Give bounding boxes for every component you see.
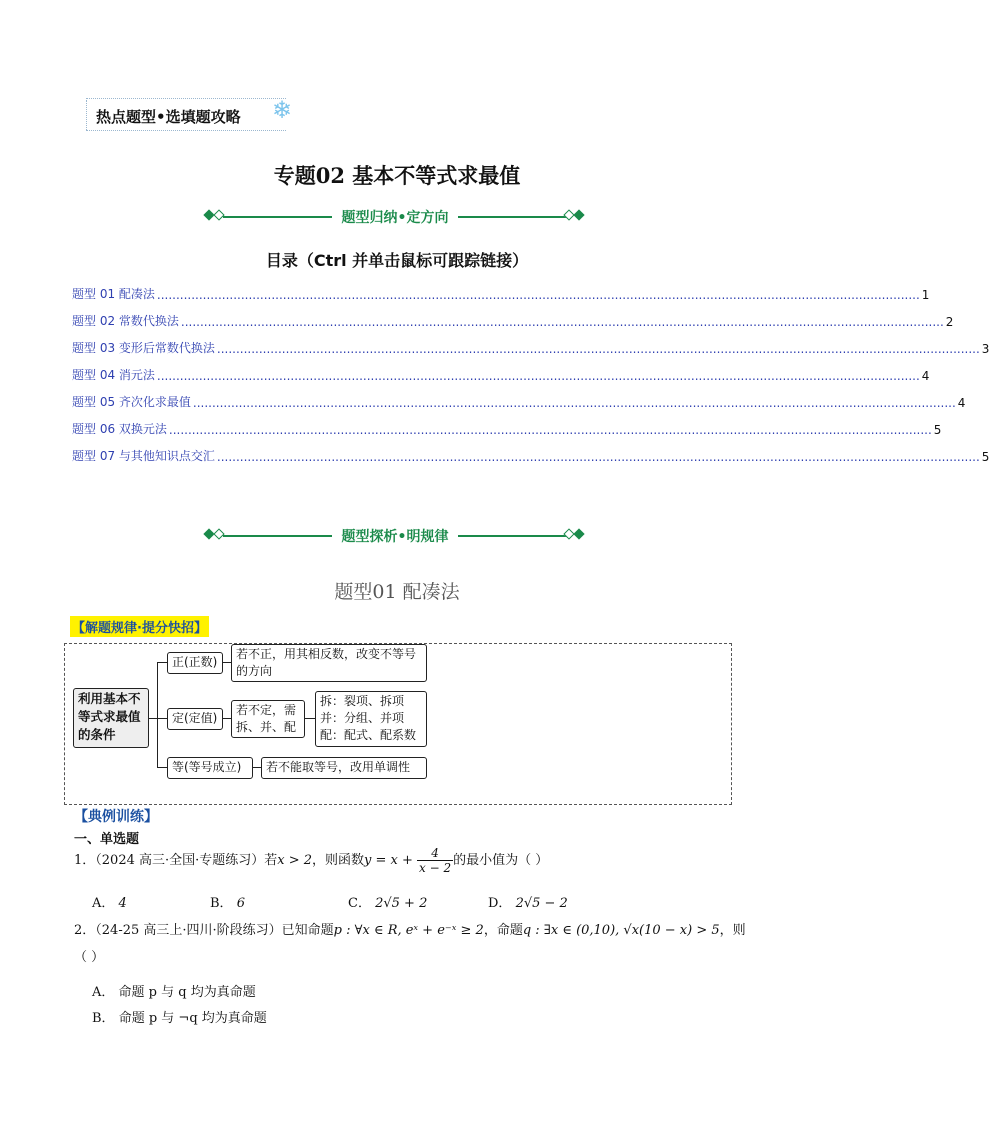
banner-category (205, 207, 585, 227)
toc-item-label[interactable]: 题型 06 双换元法 (72, 422, 167, 436)
toc-item[interactable] (72, 338, 989, 356)
q1-fraction (417, 846, 453, 875)
option-b[interactable] (92, 1007, 267, 1026)
option-value: 2√5 − 2 (515, 896, 568, 911)
toc-item-page[interactable]: 3 (981, 342, 989, 356)
question-1 (74, 846, 548, 875)
option-key: B． (92, 1011, 115, 1026)
toc-item[interactable] (72, 392, 966, 410)
diagram-root: 利用基本不等式求最值的条件 (73, 688, 149, 748)
branch-positive: 正(正数) (167, 652, 223, 674)
q1-frac-den: x − 2 (419, 861, 452, 875)
condition-diagram (64, 643, 732, 805)
toc-item-page[interactable]: 5 (933, 423, 942, 437)
q1-condition: x > 2 (277, 853, 313, 868)
toc-item[interactable] (72, 311, 954, 329)
q1-mid: ，则函数 (312, 853, 365, 868)
branch-positive-note: 若不正，用其相反数，改变不等号的方向 (231, 644, 427, 682)
section-title: 题型01 配凑法 (334, 581, 460, 603)
toc-item[interactable] (72, 446, 989, 464)
toc-item-label[interactable]: 题型 02 常数代换法 (72, 314, 179, 328)
toc-item[interactable] (72, 365, 930, 383)
toc-leader: ........................................................................................................................................................................................................ (216, 450, 980, 464)
document-title: 专题02 基本不等式求最值 (273, 163, 521, 188)
option-value: 6 (236, 896, 245, 911)
toc-item-label[interactable]: 题型 03 变形后常数代换法 (72, 341, 215, 355)
toc-leader: ........................................................................................................................................................................................................ (216, 342, 980, 356)
detail-match: 配：配式、配系数 (320, 728, 417, 742)
option-key: B． (210, 896, 233, 911)
branch-constant-note: 若不定，需拆、并、配 (231, 700, 305, 738)
q1-prefix: 1．（2024 高三·全国·专题练习）若 (74, 853, 278, 868)
toc-leader: ........................................................................................................................................................................................................ (156, 288, 920, 302)
branch-equality-note: 若不能取等号，改用单调性 (261, 757, 427, 779)
toc-leader: ........................................................................................................................................................................................................ (192, 396, 956, 410)
option-key: A． (92, 896, 115, 911)
detail-split: 拆：裂项、拆项 (320, 694, 405, 708)
option-key: A． (92, 985, 115, 1000)
branch-constant-detail (315, 691, 427, 747)
toc-item-label[interactable]: 题型 05 齐次化求最值 (72, 395, 191, 409)
q2-paren: （ ） (74, 950, 105, 965)
option-a[interactable] (92, 892, 127, 911)
toc-item-page[interactable]: 1 (921, 288, 930, 302)
q1-function: y = x + (364, 853, 418, 868)
q2-suffix: ，则 (719, 923, 746, 938)
banner-label: 题型探析•明规律 (332, 529, 459, 545)
single-choice-heading: 一、单选题 (74, 832, 140, 847)
toc-item-label[interactable]: 题型 07 与其他知识点交汇 (72, 449, 215, 463)
q1-suffix: 的最小值为（ ） (453, 853, 549, 868)
option-value: 4 (118, 896, 127, 911)
option-a[interactable] (92, 981, 256, 1000)
tips-label: 【解题规律·提分快招】 (70, 616, 209, 637)
toc-item-label[interactable]: 题型 04 消元法 (72, 368, 155, 382)
q2-prefix: 2．（24-25 高三上·四川·阶段练习）已知命题 (74, 923, 334, 938)
option-c[interactable] (348, 892, 427, 911)
toc-item-page[interactable]: 4 (957, 396, 966, 410)
option-d[interactable] (488, 892, 568, 911)
option-key: D． (488, 896, 512, 911)
toc-leader: ........................................................................................................................................................................................................ (180, 315, 944, 329)
q2-mid: ，命题 (483, 923, 523, 938)
detail-merge: 并：分组、并项 (320, 711, 405, 725)
option-value: 命题 p 与 q 均为真命题 (118, 985, 256, 1000)
q1-frac-num: 4 (417, 846, 453, 861)
header-tag: 热点题型•选填题攻略 (96, 108, 241, 126)
header-divider-left (86, 100, 87, 130)
option-b[interactable] (210, 892, 245, 911)
q2-p-expr: p : ∀x ∈ R, eˣ + e⁻ˣ ≥ 2 (333, 923, 484, 938)
option-value: 命题 p 与 ¬q 均为真命题 (118, 1011, 267, 1026)
toc-leader: ........................................................................................................................................................................................................ (156, 369, 920, 383)
toc-leader: ........................................................................................................................................................................................................ (168, 423, 932, 437)
header-divider-bottom (86, 130, 286, 131)
examples-label: 【典例训练】 (74, 809, 158, 825)
option-value: 2√5 + 2 (375, 896, 428, 911)
banner-label: 题型归纳•定方向 (332, 210, 459, 226)
option-key: C． (348, 896, 371, 911)
branch-equality: 等(等号成立) (167, 757, 253, 779)
banner-analysis (205, 526, 585, 546)
header-divider-top (86, 98, 286, 99)
snowflake-icon: ❄ (272, 96, 293, 124)
question-2 (74, 921, 746, 941)
q2-q-expr: q : ∃x ∈ (0,10), √x(10 − x) > 5 (522, 923, 720, 938)
toc-item[interactable] (72, 419, 942, 437)
branch-constant: 定(定值) (167, 708, 223, 730)
toc-title: 目录（Ctrl 并单击鼠标可跟踪链接） (265, 251, 529, 270)
toc-item[interactable] (72, 284, 930, 302)
toc-item-label[interactable]: 题型 01 配凑法 (72, 287, 155, 301)
toc-item-page[interactable]: 4 (921, 369, 930, 383)
toc-item-page[interactable]: 5 (981, 450, 989, 464)
toc-item-page[interactable]: 2 (945, 315, 954, 329)
